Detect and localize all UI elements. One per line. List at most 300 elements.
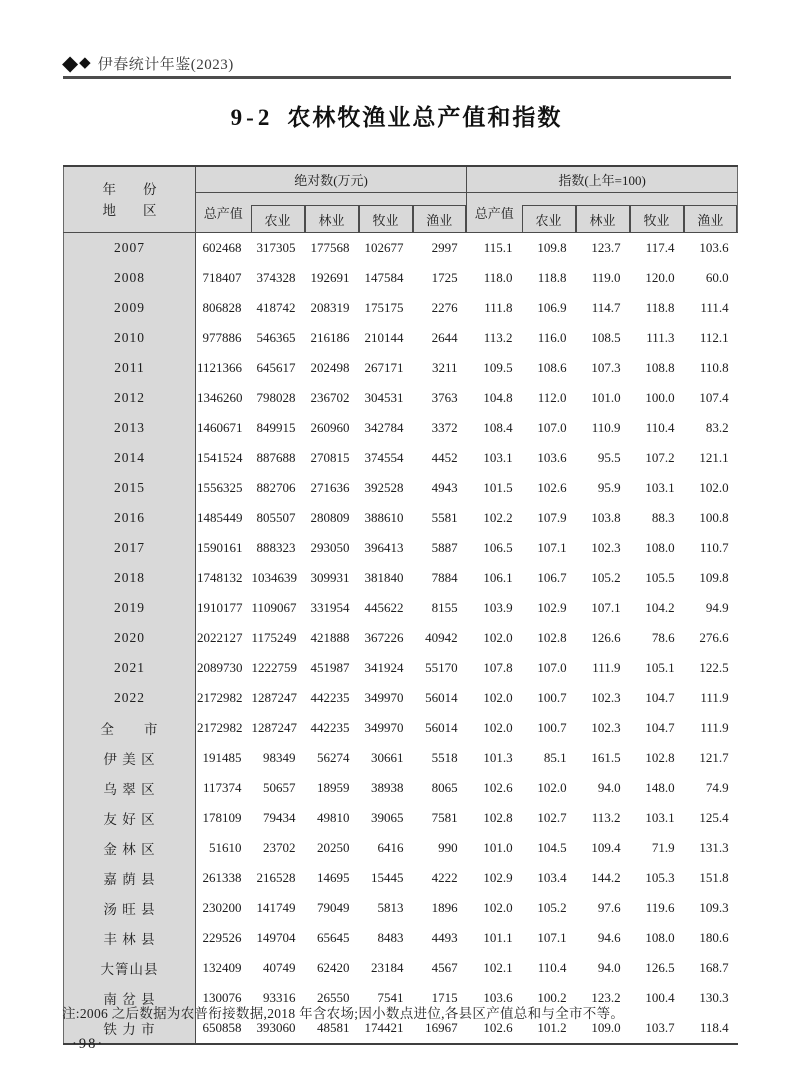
cell-value: 107.8 bbox=[483, 660, 513, 675]
cell-value: 151.8 bbox=[699, 870, 729, 885]
page-title bbox=[0, 99, 793, 132]
cell-value: 101.1 bbox=[483, 930, 513, 945]
cell-value: 100.7 bbox=[537, 720, 567, 735]
cell-value: 7541 bbox=[377, 990, 404, 1005]
cell-value: 191485 bbox=[202, 750, 242, 765]
col-header-husbandry-abs: 牧业 bbox=[359, 193, 413, 233]
row-label: 2021 bbox=[64, 653, 196, 683]
cell-value: 1287247 bbox=[251, 690, 297, 705]
cell-value: 88.3 bbox=[651, 510, 675, 525]
cell-value: 276.6 bbox=[699, 630, 729, 645]
col-header-fishery-abs: 渔业 bbox=[413, 193, 467, 233]
cell-value: 103.1 bbox=[645, 480, 675, 495]
cell-value: 102.9 bbox=[537, 600, 567, 615]
cell-value: 106.9 bbox=[537, 300, 567, 315]
table-row bbox=[64, 803, 738, 833]
cell-value: 100.8 bbox=[699, 510, 729, 525]
cell-value: 103.6 bbox=[483, 990, 513, 1005]
cell-value: 887688 bbox=[256, 450, 296, 465]
cell-value: 2997 bbox=[431, 240, 458, 255]
cell-value: 718407 bbox=[202, 270, 242, 285]
cell-value: 7581 bbox=[431, 810, 458, 825]
cell-value: 16967 bbox=[425, 1020, 458, 1035]
cell-value: 105.3 bbox=[645, 870, 675, 885]
cell-value: 105.5 bbox=[645, 570, 675, 585]
table-row bbox=[64, 863, 738, 893]
cell-value: 108.4 bbox=[483, 420, 513, 435]
cell-value: 95.5 bbox=[597, 450, 621, 465]
row-label: 2022 bbox=[64, 683, 196, 713]
table-row bbox=[64, 953, 738, 983]
cell-value: 2172982 bbox=[197, 690, 243, 705]
corner-header-line1: 年 份 bbox=[102, 181, 157, 197]
cell-value: 977886 bbox=[202, 330, 242, 345]
cell-value: 1109067 bbox=[251, 600, 297, 615]
table-row bbox=[64, 653, 738, 683]
cell-value: 216186 bbox=[310, 330, 350, 345]
cell-value: 882706 bbox=[256, 480, 296, 495]
cell-value: 102.8 bbox=[537, 630, 567, 645]
cell-value: 2276 bbox=[431, 300, 458, 315]
cell-value: 109.3 bbox=[699, 900, 729, 915]
cell-value: 602468 bbox=[202, 240, 242, 255]
cell-value: 18959 bbox=[317, 780, 350, 795]
cell-value: 1034639 bbox=[251, 570, 297, 585]
cell-value: 367226 bbox=[364, 630, 404, 645]
cell-value: 5813 bbox=[377, 900, 404, 915]
cell-value: 161.5 bbox=[591, 750, 621, 765]
cell-value: 93316 bbox=[263, 990, 296, 1005]
corner-header bbox=[64, 166, 196, 233]
cell-value: 1346260 bbox=[197, 390, 243, 405]
cell-value: 141749 bbox=[256, 900, 296, 915]
cell-value: 175175 bbox=[364, 300, 404, 315]
cell-value: 148.0 bbox=[645, 780, 675, 795]
cell-value: 119.6 bbox=[645, 900, 675, 915]
row-label: 2007 bbox=[64, 233, 196, 264]
statistics-table bbox=[63, 165, 738, 1045]
cell-value: 107.1 bbox=[537, 540, 567, 555]
table-row bbox=[64, 893, 738, 923]
cell-value: 60.0 bbox=[705, 270, 729, 285]
row-label: 伊 美 区 bbox=[64, 743, 196, 773]
header-group-row bbox=[64, 166, 738, 193]
cell-value: 1725 bbox=[431, 270, 458, 285]
row-label: 大箐山县 bbox=[64, 953, 196, 983]
cell-value: 112.1 bbox=[699, 330, 729, 345]
cell-value: 342784 bbox=[364, 420, 404, 435]
cell-value: 4567 bbox=[431, 960, 458, 975]
cell-value: 5518 bbox=[431, 750, 458, 765]
row-label: 全 市 bbox=[64, 713, 196, 743]
table-row bbox=[64, 293, 738, 323]
cell-value: 123.2 bbox=[591, 990, 621, 1005]
cell-value: 1590161 bbox=[197, 540, 243, 555]
cell-value: 421888 bbox=[310, 630, 350, 645]
cell-value: 645617 bbox=[256, 360, 296, 375]
cell-value: 102.9 bbox=[483, 870, 513, 885]
cell-value: 102.0 bbox=[483, 720, 513, 735]
cell-value: 111.4 bbox=[700, 300, 729, 315]
cell-value: 102.0 bbox=[483, 690, 513, 705]
cell-value: 396413 bbox=[364, 540, 404, 555]
cell-value: 119.0 bbox=[591, 270, 621, 285]
cell-value: 106.5 bbox=[483, 540, 513, 555]
row-label: 南 岔 县 bbox=[64, 983, 196, 1013]
cell-value: 130076 bbox=[202, 990, 242, 1005]
cell-value: 293050 bbox=[310, 540, 350, 555]
row-label: 2012 bbox=[64, 383, 196, 413]
cell-value: 110.8 bbox=[699, 360, 729, 375]
cell-value: 8065 bbox=[431, 780, 458, 795]
cell-value: 109.4 bbox=[591, 840, 621, 855]
cell-value: 26550 bbox=[317, 990, 350, 1005]
cell-value: 103.6 bbox=[537, 450, 567, 465]
cell-value: 102.6 bbox=[537, 480, 567, 495]
cell-value: 15445 bbox=[371, 870, 404, 885]
cell-value: 121.7 bbox=[699, 750, 729, 765]
cell-value: 98349 bbox=[263, 750, 296, 765]
cell-value: 112.0 bbox=[537, 390, 567, 405]
col-header-fishery-idx: 渔业 bbox=[684, 193, 738, 233]
cell-value: 102.0 bbox=[483, 900, 513, 915]
row-label: 乌 翠 区 bbox=[64, 773, 196, 803]
col-header-agriculture-idx: 农业 bbox=[522, 193, 576, 233]
cell-value: 1748132 bbox=[197, 570, 243, 585]
cell-value: 317305 bbox=[256, 240, 296, 255]
cell-value: 271636 bbox=[310, 480, 350, 495]
cell-value: 49810 bbox=[317, 810, 350, 825]
cell-value: 103.8 bbox=[591, 510, 621, 525]
cell-value: 79434 bbox=[263, 810, 296, 825]
cell-value: 100.4 bbox=[645, 990, 675, 1005]
cell-value: 229526 bbox=[202, 930, 242, 945]
row-label: 嘉 荫 县 bbox=[64, 863, 196, 893]
cell-value: 103.4 bbox=[537, 870, 567, 885]
cell-value: 3372 bbox=[431, 420, 458, 435]
cell-value: 38938 bbox=[371, 780, 404, 795]
cell-value: 2644 bbox=[431, 330, 458, 345]
cell-value: 102.3 bbox=[591, 720, 621, 735]
cell-value: 1556325 bbox=[197, 480, 243, 495]
cell-value: 121.1 bbox=[699, 450, 729, 465]
cell-value: 174421 bbox=[364, 1020, 404, 1035]
cell-value: 798028 bbox=[256, 390, 296, 405]
cell-value: 110.9 bbox=[591, 420, 621, 435]
cell-value: 192691 bbox=[310, 270, 350, 285]
cell-value: 304531 bbox=[364, 390, 404, 405]
cell-value: 132409 bbox=[202, 960, 242, 975]
cell-value: 177568 bbox=[310, 240, 350, 255]
cell-value: 2172982 bbox=[197, 720, 243, 735]
cell-value: 111.3 bbox=[646, 330, 675, 345]
header-rule bbox=[63, 76, 731, 79]
cell-value: 126.6 bbox=[591, 630, 621, 645]
table-row bbox=[64, 833, 738, 863]
cell-value: 1460671 bbox=[197, 420, 243, 435]
table-title-text: 农林牧渔业总产值和指数 bbox=[287, 105, 563, 130]
row-label: 2014 bbox=[64, 443, 196, 473]
cell-value: 280809 bbox=[310, 510, 350, 525]
row-label: 2015 bbox=[64, 473, 196, 503]
cell-value: 120.0 bbox=[645, 270, 675, 285]
cell-value: 85.1 bbox=[543, 750, 567, 765]
cell-value: 117.4 bbox=[645, 240, 675, 255]
cell-value: 116.0 bbox=[537, 330, 567, 345]
cell-value: 4493 bbox=[431, 930, 458, 945]
footnote: 注:2006 之后数据为农普衔接数据,2018 年含农场;因小数点进位,各县区产值总和与全市不等。 bbox=[62, 1006, 625, 1021]
row-label: 丰 林 县 bbox=[64, 923, 196, 953]
col-header-agriculture-abs: 农业 bbox=[251, 193, 305, 233]
cell-value: 230200 bbox=[202, 900, 242, 915]
row-label: 2019 bbox=[64, 593, 196, 623]
table-header bbox=[64, 166, 738, 233]
cell-value: 71.9 bbox=[651, 840, 675, 855]
col-header-husbandry-idx: 牧业 bbox=[630, 193, 684, 233]
cell-value: 1287247 bbox=[251, 720, 297, 735]
cell-value: 105.1 bbox=[645, 660, 675, 675]
cell-value: 102.8 bbox=[483, 810, 513, 825]
cell-value: 1485449 bbox=[197, 510, 243, 525]
cell-value: 210144 bbox=[364, 330, 404, 345]
cell-value: 115.1 bbox=[483, 240, 513, 255]
cell-value: 100.0 bbox=[645, 390, 675, 405]
cell-value: 309931 bbox=[310, 570, 350, 585]
cell-value: 123.7 bbox=[591, 240, 621, 255]
cell-value: 131.3 bbox=[699, 840, 729, 855]
cell-value: 40749 bbox=[263, 960, 296, 975]
cell-value: 101.2 bbox=[537, 1020, 567, 1035]
cell-value: 108.8 bbox=[645, 360, 675, 375]
cell-value: 102.0 bbox=[699, 480, 729, 495]
table-number: 9-2 bbox=[230, 105, 274, 130]
table-row bbox=[64, 353, 738, 383]
cell-value: 650858 bbox=[202, 1020, 242, 1035]
row-label: 金 林 区 bbox=[64, 833, 196, 863]
cell-value: 374328 bbox=[256, 270, 296, 285]
cell-value: 104.8 bbox=[483, 390, 513, 405]
col-header-forestry-idx: 林业 bbox=[576, 193, 630, 233]
cell-value: 418742 bbox=[256, 300, 296, 315]
table-row bbox=[64, 533, 738, 563]
cell-value: 107.3 bbox=[591, 360, 621, 375]
diamond-small-icon: ◆ bbox=[79, 54, 91, 71]
cell-value: 1541524 bbox=[197, 450, 243, 465]
table-row bbox=[64, 233, 738, 264]
cell-value: 14695 bbox=[317, 870, 350, 885]
cell-value: 3211 bbox=[432, 360, 458, 375]
cell-value: 50657 bbox=[263, 780, 296, 795]
cell-value: 23702 bbox=[263, 840, 296, 855]
cell-value: 108.0 bbox=[645, 930, 675, 945]
col-header-forestry-abs: 林业 bbox=[305, 193, 359, 233]
cell-value: 1121366 bbox=[197, 360, 243, 375]
page-number: ·98· bbox=[72, 1036, 105, 1052]
cell-value: 30661 bbox=[371, 750, 404, 765]
table-row bbox=[64, 323, 738, 353]
cell-value: 56014 bbox=[425, 720, 458, 735]
cell-value: 381840 bbox=[364, 570, 404, 585]
table-body bbox=[64, 233, 738, 1045]
row-label: 2009 bbox=[64, 293, 196, 323]
cell-value: 445622 bbox=[364, 600, 404, 615]
col-header-total-abs: 总产值 bbox=[196, 193, 251, 233]
cell-value: 40942 bbox=[425, 630, 458, 645]
cell-value: 105.2 bbox=[591, 570, 621, 585]
cell-value: 111.8 bbox=[484, 300, 513, 315]
cell-value: 5887 bbox=[431, 540, 458, 555]
cell-value: 102.0 bbox=[537, 780, 567, 795]
cell-value: 388610 bbox=[364, 510, 404, 525]
row-label: 2010 bbox=[64, 323, 196, 353]
cell-value: 178109 bbox=[202, 810, 242, 825]
cell-value: 111.9 bbox=[592, 660, 621, 675]
cell-value: 122.5 bbox=[699, 660, 729, 675]
table-row bbox=[64, 563, 738, 593]
cell-value: 6416 bbox=[377, 840, 404, 855]
cell-value: 20250 bbox=[317, 840, 350, 855]
cell-value: 5581 bbox=[431, 510, 458, 525]
cell-value: 451987 bbox=[310, 660, 350, 675]
table-row bbox=[64, 593, 738, 623]
row-label: 铁 力 市 bbox=[64, 1013, 196, 1044]
cell-value: 102.7 bbox=[537, 810, 567, 825]
cell-value: 8155 bbox=[431, 600, 458, 615]
cell-value: 147584 bbox=[364, 270, 404, 285]
cell-value: 107.0 bbox=[537, 660, 567, 675]
cell-value: 805507 bbox=[256, 510, 296, 525]
cell-value: 168.7 bbox=[699, 960, 729, 975]
cell-value: 101.5 bbox=[483, 480, 513, 495]
table-row bbox=[64, 443, 738, 473]
cell-value: 109.0 bbox=[591, 1020, 621, 1035]
cell-value: 102.6 bbox=[483, 1020, 513, 1035]
table-row bbox=[64, 743, 738, 773]
cell-value: 202498 bbox=[310, 360, 350, 375]
col-header-total-idx: 总产值 bbox=[467, 193, 522, 233]
cell-value: 149704 bbox=[256, 930, 296, 945]
cell-value: 4222 bbox=[431, 870, 458, 885]
cell-value: 4943 bbox=[431, 480, 458, 495]
cell-value: 105.2 bbox=[537, 900, 567, 915]
cell-value: 849915 bbox=[256, 420, 296, 435]
table-row bbox=[64, 773, 738, 803]
cell-value: 107.1 bbox=[537, 930, 567, 945]
cell-value: 108.5 bbox=[591, 330, 621, 345]
cell-value: 102.3 bbox=[591, 540, 621, 555]
row-label: 汤 旺 县 bbox=[64, 893, 196, 923]
cell-value: 104.7 bbox=[645, 720, 675, 735]
table-row bbox=[64, 713, 738, 743]
cell-value: 102.3 bbox=[591, 690, 621, 705]
cell-value: 2022127 bbox=[197, 630, 243, 645]
cell-value: 106.7 bbox=[537, 570, 567, 585]
table-row bbox=[64, 923, 738, 953]
cell-value: 114.7 bbox=[591, 300, 621, 315]
cell-value: 107.2 bbox=[645, 450, 675, 465]
table-row bbox=[64, 503, 738, 533]
cell-value: 118.4 bbox=[699, 1020, 729, 1035]
yearbook-title: 伊春统计年鉴(2023) bbox=[97, 56, 234, 73]
cell-value: 56274 bbox=[317, 750, 350, 765]
cell-value: 104.7 bbox=[645, 690, 675, 705]
cell-value: 126.5 bbox=[645, 960, 675, 975]
cell-value: 8483 bbox=[377, 930, 404, 945]
row-label: 2018 bbox=[64, 563, 196, 593]
cell-value: 1222759 bbox=[251, 660, 297, 675]
cell-value: 236702 bbox=[310, 390, 350, 405]
cell-value: 103.7 bbox=[645, 1020, 675, 1035]
cell-value: 267171 bbox=[364, 360, 404, 375]
cell-value: 62420 bbox=[317, 960, 350, 975]
cell-value: 101.0 bbox=[591, 390, 621, 405]
cell-value: 78.6 bbox=[651, 630, 675, 645]
table-row bbox=[64, 623, 738, 653]
cell-value: 100.2 bbox=[537, 990, 567, 1005]
cell-value: 102.8 bbox=[645, 750, 675, 765]
cell-value: 109.5 bbox=[483, 360, 513, 375]
page-header bbox=[62, 50, 234, 76]
cell-value: 103.1 bbox=[645, 810, 675, 825]
cell-value: 144.2 bbox=[591, 870, 621, 885]
cell-value: 118.0 bbox=[483, 270, 513, 285]
cell-value: 100.7 bbox=[537, 690, 567, 705]
corner-header-line2: 地 区 bbox=[102, 202, 157, 218]
row-label: 2020 bbox=[64, 623, 196, 653]
cell-value: 125.4 bbox=[699, 810, 729, 825]
cell-value: 103.1 bbox=[483, 450, 513, 465]
cell-value: 94.0 bbox=[597, 960, 621, 975]
row-label: 2017 bbox=[64, 533, 196, 563]
cell-value: 260960 bbox=[310, 420, 350, 435]
cell-value: 102.6 bbox=[483, 780, 513, 795]
cell-value: 1175249 bbox=[251, 630, 297, 645]
row-label: 2013 bbox=[64, 413, 196, 443]
cell-value: 113.2 bbox=[483, 330, 513, 345]
cell-value: 990 bbox=[438, 840, 458, 855]
cell-value: 94.6 bbox=[597, 930, 621, 945]
cell-value: 107.0 bbox=[537, 420, 567, 435]
cell-value: 23184 bbox=[371, 960, 404, 975]
cell-value: 208319 bbox=[310, 300, 350, 315]
cell-value: 109.8 bbox=[699, 570, 729, 585]
row-label: 友 好 区 bbox=[64, 803, 196, 833]
cell-value: 1715 bbox=[431, 990, 458, 1005]
table-row bbox=[64, 473, 738, 503]
cell-value: 1896 bbox=[431, 900, 458, 915]
cell-value: 102.2 bbox=[483, 510, 513, 525]
cell-value: 2089730 bbox=[197, 660, 243, 675]
cell-value: 374554 bbox=[364, 450, 404, 465]
cell-value: 392528 bbox=[364, 480, 404, 495]
cell-value: 55170 bbox=[425, 660, 458, 675]
cell-value: 103.9 bbox=[483, 600, 513, 615]
cell-value: 111.9 bbox=[700, 720, 729, 735]
cell-value: 341924 bbox=[364, 660, 404, 675]
group-header-absolute: 绝对数(万元) bbox=[196, 166, 467, 193]
cell-value: 102.0 bbox=[483, 630, 513, 645]
cell-value: 1910177 bbox=[197, 600, 243, 615]
cell-value: 107.1 bbox=[591, 600, 621, 615]
cell-value: 546365 bbox=[256, 330, 296, 345]
cell-value: 7884 bbox=[431, 570, 458, 585]
cell-value: 349970 bbox=[364, 720, 404, 735]
table-row bbox=[64, 263, 738, 293]
cell-value: 216528 bbox=[256, 870, 296, 885]
cell-value: 4452 bbox=[431, 450, 458, 465]
group-header-index: 指数(上年=100) bbox=[467, 166, 738, 193]
table-row bbox=[64, 413, 738, 443]
